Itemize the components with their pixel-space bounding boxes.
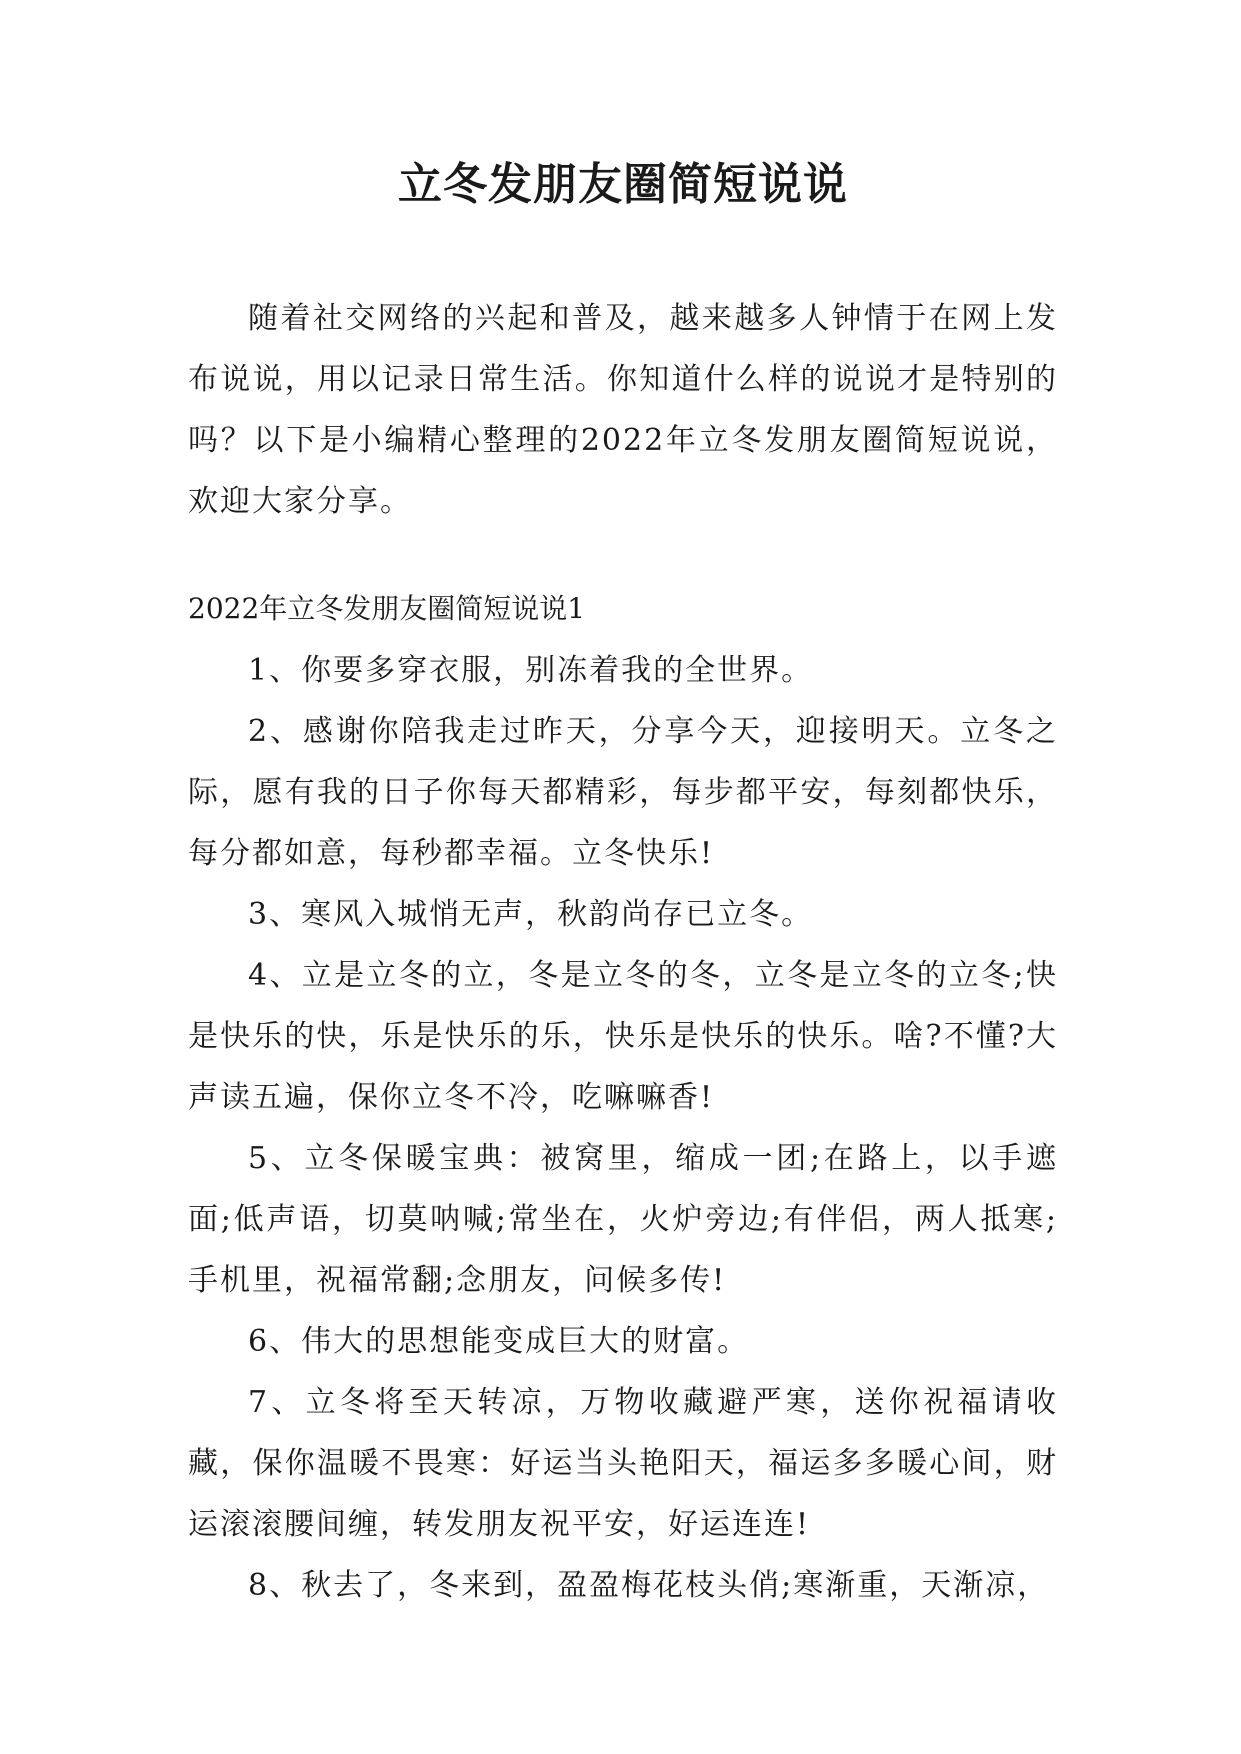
list-item: 4、立是立冬的立，冬是立冬的冬，立冬是立冬的立冬;快是快乐的快，乐是快乐的乐，快乐是快乐的快乐。啥?不懂?大声读五遍，保你立冬不冷，吃嘛嘛香! [188,958,1058,1115]
section-heading: 2022年立冬发朋友圈简短说说1 [188,592,586,625]
list-item: 6、伟大的思想能变成巨大的财富。 [248,1324,750,1359]
list-item: 7、立冬将至天转凉，万物收藏避严寒，送你祝福请收藏，保你温暖不畏寒：好运当头艳阳天，福运多多暖心间，财运滚滚腰间缠，转发朋友祝平安，好运连连! [188,1385,1058,1542]
list-item: 8、秋去了，冬来到，盈盈梅花枝头俏;寒渐重，天渐凉， [248,1568,1050,1603]
list-item: 3、寒风入城悄无声，秋韵尚存已立冬。 [248,897,814,932]
shuoshuo-list [188,640,1058,1616]
list-item: 5、立冬保暖宝典：被窝里，缩成一团;在路上，以手遮面;低声语，切莫呐喊;常坐在，火炉旁边;有伴侣，两人抵寒;手机里，祝福常翻;念朋友，问候多传! [188,1141,1058,1298]
page-title: 立冬发朋友圈简短说说 [398,159,848,210]
intro-paragraph: 随着社交网络的兴起和普及，越来越多人钟情于在网上发布说说，用以记录日常生活。你知道什么样的说说才是特别的吗？以下是小编精心整理的2022年立冬发朋友圈简短说说，欢迎大家分享。 [188,301,1058,519]
list-item: 1、你要多穿衣服，别冻着我的全世界。 [248,653,814,688]
list-item: 2、感谢你陪我走过昨天，分享今天，迎接明天。立冬之际，愿有我的日子你每天都精彩，每步都平安，每刻都快乐，每分都如意，每秒都幸福。立冬快乐! [188,714,1058,871]
